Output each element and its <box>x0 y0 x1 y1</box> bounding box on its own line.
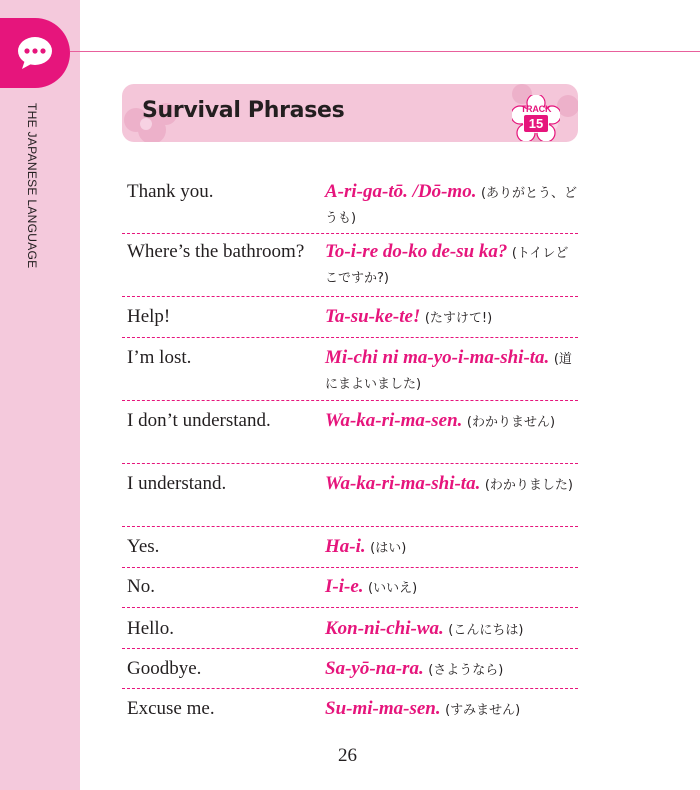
phrase-kana: (はい) <box>370 541 407 556</box>
phrase-romaji: Wa-ka-ri-ma-sen. <box>325 410 463 431</box>
phrase-table <box>122 168 578 729</box>
phrase-english: Thank you. <box>127 181 214 202</box>
title-bar <box>122 84 578 142</box>
phrase-romaji: I-i-e. <box>325 576 364 597</box>
phrase-kana: (いいえ) <box>368 581 418 596</box>
phrase-kana: (たすけて!) <box>424 311 493 326</box>
table-row <box>122 464 578 527</box>
table-row <box>122 168 578 234</box>
phrase-romaji: Kon-ni-chi-wa. <box>325 618 444 639</box>
phrase-romaji: Ta-su-ke-te! <box>325 306 421 327</box>
phrase-kana: (さようなら) <box>428 663 504 678</box>
phrase-kana: (道にまよいました) <box>325 352 572 392</box>
phrase-english: Goodbye. <box>127 658 202 679</box>
phrase-romaji: Ha-i. <box>325 536 366 557</box>
page-number: 26 <box>338 745 357 766</box>
phrase-english: Hello. <box>127 618 174 639</box>
section-label: THE JAPANESE LANGUAGE <box>25 103 39 269</box>
phrase-kana: (ありがとう、どうも) <box>325 186 578 226</box>
phrase-romaji: To-i-re do-ko de-su ka? <box>325 241 508 262</box>
table-row <box>122 608 578 649</box>
phrase-kana: (わかりません) <box>466 415 556 430</box>
header-rule <box>70 51 700 52</box>
phrase-romaji: Sa-yō-na-ra. <box>325 658 424 679</box>
track-badge <box>512 95 560 141</box>
chat-badge <box>0 18 70 88</box>
phrase-english: I don’t understand. <box>127 410 271 431</box>
phrase-romaji: Su-mi-ma-sen. <box>325 698 441 719</box>
table-row <box>122 649 578 689</box>
table-row <box>122 234 578 297</box>
speech-bubble-icon <box>16 35 54 71</box>
phrase-english: No. <box>127 576 155 597</box>
table-row <box>122 689 578 729</box>
phrase-english: I understand. <box>127 473 227 494</box>
phrase-english: Help! <box>127 306 171 327</box>
phrase-english: I’m lost. <box>127 347 192 368</box>
phrase-kana: (すみません) <box>445 703 521 718</box>
track-label: TRACK <box>520 104 552 114</box>
table-row <box>122 568 578 608</box>
side-band <box>0 0 80 790</box>
table-row <box>122 401 578 464</box>
phrase-romaji: A-ri-ga-tō. /Dō-mo. <box>325 181 477 202</box>
table-row <box>122 297 578 338</box>
phrase-romaji: Mi-chi ni ma-yo-i-ma-shi-ta. <box>325 347 550 368</box>
track-number: 15 <box>524 115 548 132</box>
table-row <box>122 338 578 401</box>
phrase-english: Where’s the bathroom? <box>127 241 305 262</box>
phrase-kana: (わかりました) <box>484 478 573 493</box>
phrase-english: Yes. <box>127 536 160 557</box>
phrase-romaji: Wa-ka-ri-ma-shi-ta. <box>325 473 481 494</box>
phrase-english: Excuse me. <box>127 698 215 719</box>
phrase-kana: (トイレどこですか?) <box>325 246 569 286</box>
phrase-kana: (こんにちは) <box>448 623 524 638</box>
table-row <box>122 527 578 568</box>
page-title: Survival Phrases <box>142 98 345 123</box>
